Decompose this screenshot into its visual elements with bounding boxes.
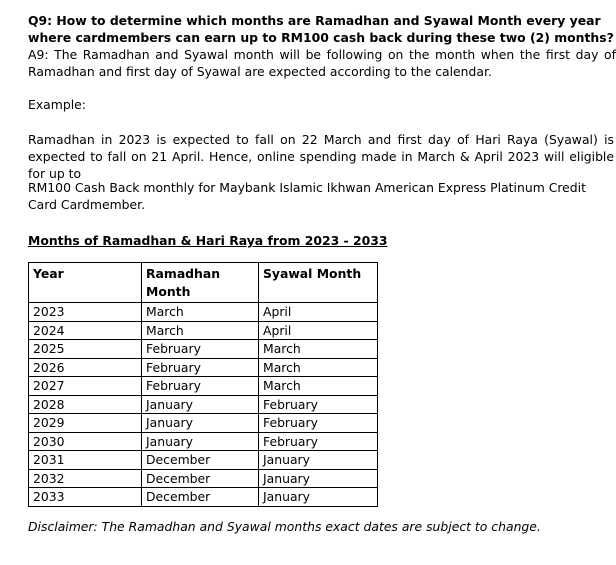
table-header-row [29,263,378,303]
table-row [29,469,378,488]
cell-syawal: January [259,488,378,507]
cell-ramadhan: March [142,321,259,340]
months-table [28,262,378,507]
cell-ramadhan: January [142,395,259,414]
header-ramadhan-month: Ramadhan Month [142,263,259,303]
cell-ramadhan: February [142,358,259,377]
table-row [29,377,378,396]
answer-text: A9: The Ramadhan and Syawal month will be following on the month when the first day of Ramadhan and first day of Syawal are expected according to the calendar. [28,47,616,79]
cell-syawal: February [259,414,378,433]
cell-syawal: April [259,321,378,340]
cell-year: 2026 [29,358,142,377]
table-row [29,488,378,507]
cell-year: 2028 [29,395,142,414]
table-row [29,321,378,340]
cell-syawal: April [259,303,378,322]
cell-year: 2030 [29,432,142,451]
table-row [29,451,378,470]
example-paragraph-1: Ramadhan in 2023 is expected to fall on 22 March and first day of Hari Raya (Syawal) is expected to fall on 21 April. Hence, online spending made in March & April 2023 will eligible for up to [28,132,614,181]
cell-ramadhan: March [142,303,259,322]
example-label: Example: [28,97,86,112]
cell-year: 2023 [29,303,142,322]
table-row [29,340,378,359]
table-row [29,303,378,322]
cell-year: 2031 [29,451,142,470]
cell-syawal: March [259,358,378,377]
example-paragraph-2: RM100 Cash Back monthly for Maybank Islamic Ikhwan American Express Platinum Credit Card Cardmember. [28,180,586,212]
cell-syawal: February [259,395,378,414]
cell-syawal: March [259,377,378,396]
cell-ramadhan: January [142,432,259,451]
cell-ramadhan: February [142,377,259,396]
question-text: Q9: How to determine which months are Ramadhan and Syawal Month every year where cardmembers can earn up to RM100 cash back during these two (2) months? [28,13,614,45]
cell-ramadhan: January [142,414,259,433]
cell-year: 2027 [29,377,142,396]
cell-ramadhan: February [142,340,259,359]
table-row [29,395,378,414]
cell-year: 2025 [29,340,142,359]
cell-year: 2024 [29,321,142,340]
cell-year: 2029 [29,414,142,433]
table-title: Months of Ramadhan & Hari Raya from 2023 - 2033 [28,233,388,248]
table-row [29,358,378,377]
cell-year: 2032 [29,469,142,488]
cell-ramadhan: December [142,451,259,470]
faq-section [28,12,616,534]
table-row [29,432,378,451]
cell-syawal: February [259,432,378,451]
cell-syawal: January [259,451,378,470]
cell-syawal: March [259,340,378,359]
header-syawal-month: Syawal Month [259,263,378,303]
cell-syawal: January [259,469,378,488]
table-row [29,414,378,433]
cell-year: 2033 [29,488,142,507]
cell-ramadhan: December [142,469,259,488]
header-year: Year [29,263,142,303]
cell-ramadhan: December [142,488,259,507]
disclaimer-text: Disclaimer: The Ramadhan and Syawal months exact dates are subject to change. [28,519,541,534]
